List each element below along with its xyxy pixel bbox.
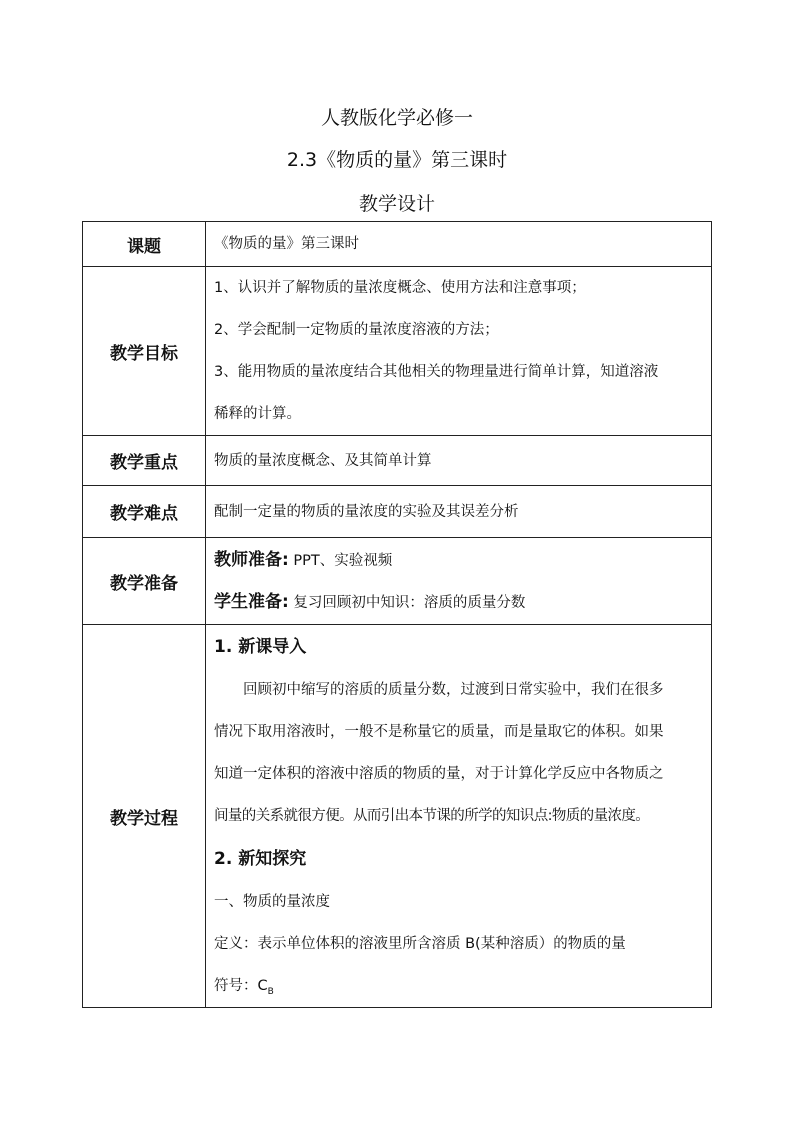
teacher-prep-label: 教师准备: [214, 550, 289, 570]
teacher-prep [214, 539, 705, 581]
lesson-plan-table [82, 221, 712, 1008]
table-row-process [83, 625, 712, 1008]
section2-title: 2. 新知探究 [214, 849, 307, 869]
process-label: 教学过程 [83, 625, 206, 1008]
key-point-value [206, 436, 712, 486]
topic-label: 课题 [83, 222, 206, 267]
difficulty-label: 教学难点 [83, 486, 206, 538]
topic-value [206, 222, 712, 267]
section1-line: 知道一定体积的溶液中溶质的物质的量，对于计算化学反应中各物质之 [214, 766, 664, 782]
section1-line: 间量的关系就很方便。从而引出本节课的所学的知识点:物质的量浓度。 [214, 808, 650, 824]
table-row-goals [83, 267, 712, 436]
goal-item: 1、认识并了解物质的量浓度概念、使用方法和注意事项； [214, 280, 586, 296]
table-row-difficulty [83, 486, 712, 538]
student-prep [214, 581, 705, 623]
section1-line: 情况下取用溶液时，一般不是称量它的质量，而是量取它的体积。如果 [214, 724, 664, 740]
process-value [206, 625, 712, 1008]
difficulty-text: 配制一定量的物质的量浓度的实验及其误差分析 [214, 503, 519, 520]
preparation-label: 教学准备 [83, 538, 206, 625]
table-row-topic [83, 222, 712, 267]
section1-line: 回顾初中缩写的溶质的质量分数，过渡到日常实验中，我们在很多 [243, 682, 664, 698]
goals-label: 教学目标 [83, 267, 206, 436]
section1-title: 1. 新课导入 [214, 637, 307, 657]
key-point-label: 教学重点 [83, 436, 206, 486]
doc-title-line3: 教学设计 [358, 193, 435, 215]
goal-item: 2、学会配制一定物质的量浓度溶液的方法； [214, 322, 499, 338]
doc-title-line1: 人教版化学必修一 [320, 107, 473, 129]
teacher-prep-value: PPT、实验视频 [288, 553, 393, 569]
definition-text: 定义：表示单位体积的溶液里所含溶质 B(某种溶质）的物质的量 [214, 936, 626, 952]
table-row-key-point [83, 436, 712, 486]
symbol-subscript: B [267, 986, 274, 997]
subsection-title: 一、物质的量浓度 [214, 894, 330, 910]
symbol-text [214, 965, 705, 1007]
goal-item: 稀释的计算。 [214, 406, 301, 422]
difficulty-value [206, 486, 712, 538]
goal-item: 3、能用物质的量浓度结合其他相关的物理量进行简单计算，知道溶液 [214, 364, 659, 380]
key-point-text: 物质的量浓度概念、及其简单计算 [214, 452, 432, 469]
symbol-prefix: 符号：C [214, 978, 268, 994]
student-prep-label: 学生准备: [214, 592, 289, 612]
student-prep-value: 复习回顾初中知识：溶质的质量分数 [288, 595, 526, 611]
goals-value [206, 267, 712, 436]
doc-title-line2: 2.3《物质的量》第三课时 [286, 149, 508, 171]
table-row-preparation [83, 538, 712, 625]
preparation-value [206, 538, 712, 625]
topic-text: 《物质的量》第三课时 [214, 236, 359, 252]
